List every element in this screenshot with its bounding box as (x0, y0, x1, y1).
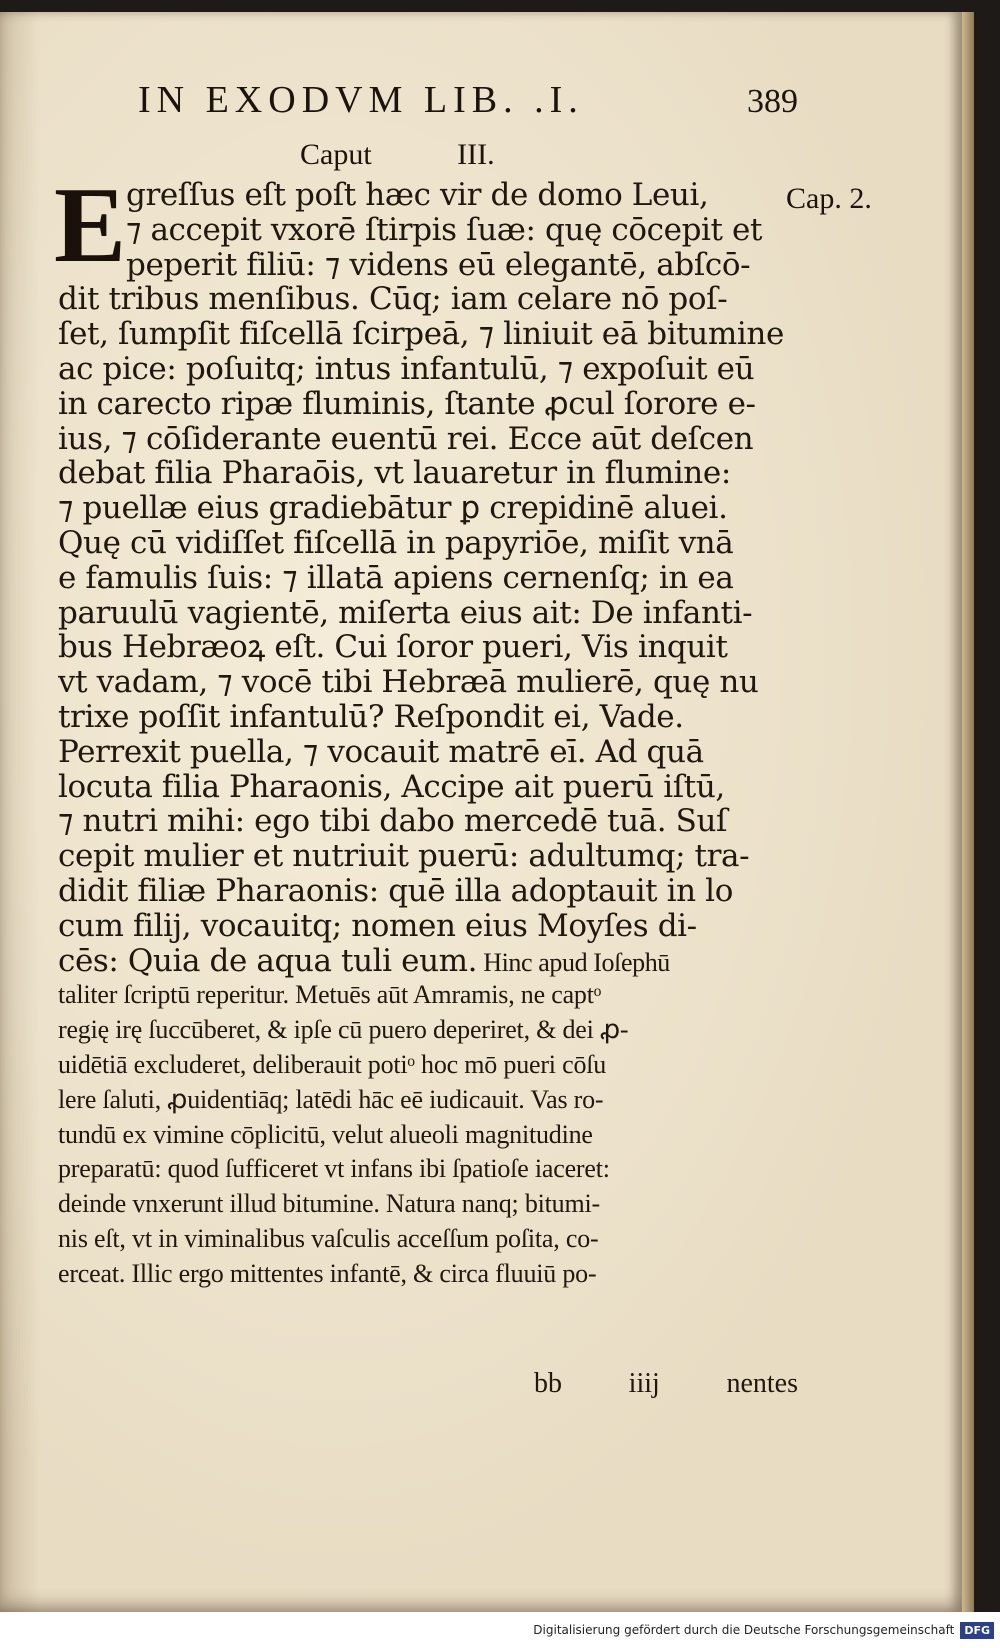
body-text (58, 178, 798, 1292)
text-line: Perrexit puella, ⁊ vocauit matrē eī. Ad quā (58, 734, 704, 770)
text-line: cum filij, vocauitq; nomen eius Moyſes di- (58, 908, 697, 944)
text-line: lere ſaluti, ꝓuidentiāq; latēdi hāc eē iudicauit. Vas ro- (58, 1084, 604, 1114)
text-line: greſſus eſt poſt hæc vir de domo Leui, (126, 178, 709, 213)
funding-notice: Digitalisierung gefördert durch die Deutsche Forschungsgemeinschaft (533, 1623, 955, 1637)
text-line: paruulū vagientē, miſerta eius ait: De infanti- (58, 595, 753, 631)
text-line: debat filia Pharaōis, vt lauaretur in flumine: (58, 456, 731, 492)
running-head (138, 78, 798, 122)
text-line: peperit filiū: ⁊ videns eū elegantē, abſcō- (126, 247, 751, 283)
catchword: nentes (726, 1368, 798, 1399)
chapter-numeral: III. (457, 138, 495, 171)
leaf-number: iiij (628, 1368, 660, 1399)
text-line: vt vadam, ⁊ vocē tibi Hebræā mulierē, quę nu (58, 665, 759, 700)
signature-mark: bb (534, 1368, 562, 1399)
page-edge (962, 12, 974, 1612)
initial-letter: E (54, 166, 127, 285)
text-line: ⁊ puellæ eius gradiebātur ꝑ crepidinē aluei. (58, 491, 728, 526)
chapter-label: Caput (300, 138, 372, 171)
text-line: locuta filia Pharaonis, Accipe ait puerū iſtū, (58, 769, 725, 805)
catchword-line (534, 1368, 798, 1400)
dfg-logo: DFG (960, 1622, 994, 1639)
gothic-segment: cēs: Quia de aqua tuli eum. (58, 943, 478, 979)
text-line: didit filiæ Pharaonis: quē illa adoptauit in lo (58, 873, 733, 909)
text-line: cepit mulier et nutriuit puerū: adultumq; tra- (58, 839, 750, 874)
footer-bar (0, 1612, 1000, 1648)
text-line: preparatū: quod ſufficeret vt infans ibi ſpatioſe iaceret: (58, 1154, 610, 1184)
marginal-note: Cap. 2. (786, 182, 872, 215)
text-line: taliter ſcriptū reperitur. Metuēs aūt Amramis, ne captᵒ (58, 980, 602, 1010)
text-line: nis eſt, vt in viminalibus vaſculis acceſſum poſita, co- (58, 1223, 599, 1253)
text-line: ⁊ accepit vxorē ſtirpis ſuæ: quę cōcepit et (126, 212, 763, 248)
text-line: Quę cū vidiſſet fiſcellā in papyriōe, miſit vnā (58, 525, 734, 561)
text-line: tundū ex vimine cōplicitū, velut alueoli magnitudine (58, 1119, 593, 1149)
text-line-mixed (58, 944, 798, 979)
text-line: in carecto ripæ fluminis, ſtante ꝓcul ſorore e- (58, 386, 756, 422)
running-title: IN EXODVM LIB. .I. (138, 79, 584, 121)
text-line: bus Hebræoꝝ eſt. Cui ſoror pueri, Vis inquit (58, 630, 728, 666)
text-line: e famulis ſuis: ⁊ illatā apiens cernenſq; in ea (58, 560, 734, 596)
text-line: dit tribus menſibus. Cūq; iam celare nō poſ- (58, 282, 728, 318)
text-line: regię irę ſuccūberet, & ipſe cū puero deperiret, & dei ꝓ- (58, 1015, 629, 1045)
text-line: ac pice: poſuitq; intus infantulū, ⁊ expoſuit eū (58, 351, 755, 387)
text-line: uidētiā excluderet, deliberauit potiᵒ hoc mō pueri cōſu (58, 1049, 607, 1079)
chapter-heading (300, 138, 495, 172)
text-line: ⁊ nutri mihi: ego tibi dabo mercedē tuā. Suſ (58, 804, 728, 840)
text-line: erceat. Illic ergo mittentes infantē, & circa fluuiū po- (58, 1258, 597, 1288)
roman-segment: Hinc apud Ioſephū (477, 947, 670, 977)
text-line: deinde vnxerunt illud bitumine. Natura nanq; bitumi- (58, 1189, 600, 1219)
text-line: ius, ⁊ cōſiderante euentū rei. Ecce aūt deſcen (58, 421, 754, 457)
text-line: ſet, ſumpſit fiſcellā ſcirpeā, ⁊ liniuit eā bitumine (58, 317, 784, 352)
text-line: trixe poſſit infantulū? Reſpondit ei, Vade. (58, 699, 684, 735)
page-number: 389 (747, 83, 798, 120)
